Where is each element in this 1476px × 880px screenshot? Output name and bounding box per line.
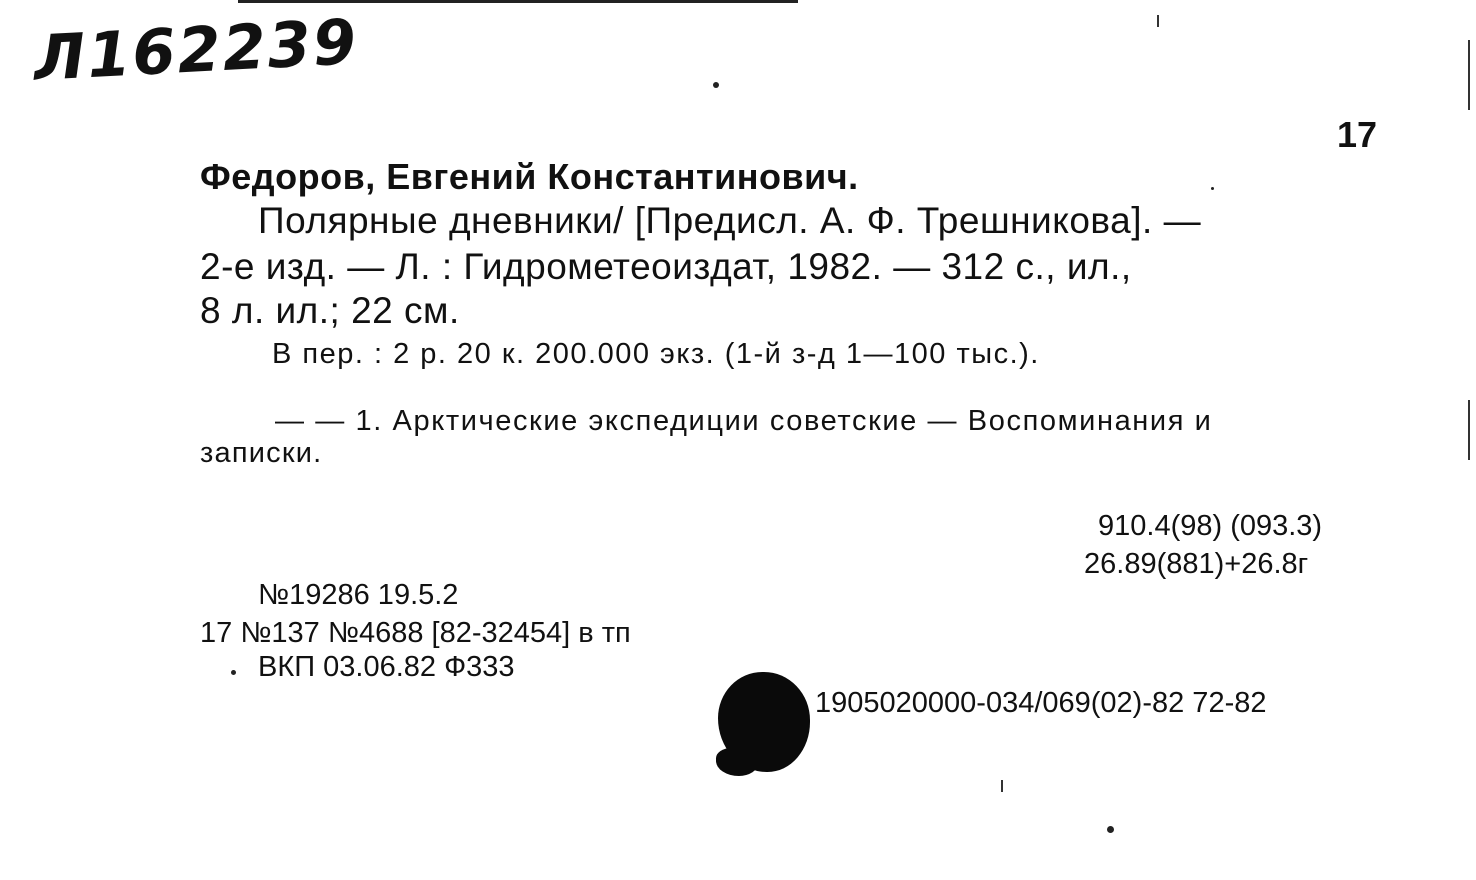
card-number: 17	[1337, 114, 1378, 155]
ink-blot-tail	[716, 748, 758, 776]
title-line-2: 2-е изд. — Л. : Гидрометеоиздат, 1982. — 312 с., ил.,	[200, 246, 1132, 287]
edge-mark	[1157, 15, 1159, 27]
subject-line-2: записки.	[200, 437, 323, 469]
scan-speck	[713, 82, 719, 88]
scan-speck	[231, 670, 236, 675]
author-heading: Федоров, Евгений Константинович.	[200, 156, 859, 197]
subject-line-1: — — 1. Арктические экспедиции советские — Воспоминания и	[275, 405, 1213, 437]
classification-code-1: 910.4(98) (093.3)	[1098, 510, 1323, 542]
edge-mark	[1468, 400, 1470, 460]
title-line-1: Полярные дневники/ [Предисл. А. Ф. Трешникова]. —	[258, 200, 1202, 241]
price-line: В пер. : 2 р. 20 к. 200.000 экз. (1-й з-д 1—100 тыс.).	[272, 338, 1040, 370]
record-line-3: ВКП 03.06.82 Ф333	[258, 651, 515, 683]
record-line-1: №19286 19.5.2	[258, 579, 459, 611]
record-line-2: 17 №137 №4688 [82-32454] в тп	[200, 617, 631, 649]
classification-code-2: 26.89(881)+26.8г	[1084, 548, 1309, 580]
handwritten-number: Л162239	[32, 5, 360, 95]
scan-speck	[1211, 187, 1214, 190]
scan-speck	[1107, 826, 1114, 833]
edge-mark	[1468, 40, 1470, 110]
edge-mark	[1001, 780, 1003, 792]
top-border-line	[238, 0, 798, 3]
isbn-line: 1905020000-034/069(02)-82 72-82	[815, 687, 1267, 719]
title-line-3: 8 л. ил.; 22 см.	[200, 290, 460, 331]
